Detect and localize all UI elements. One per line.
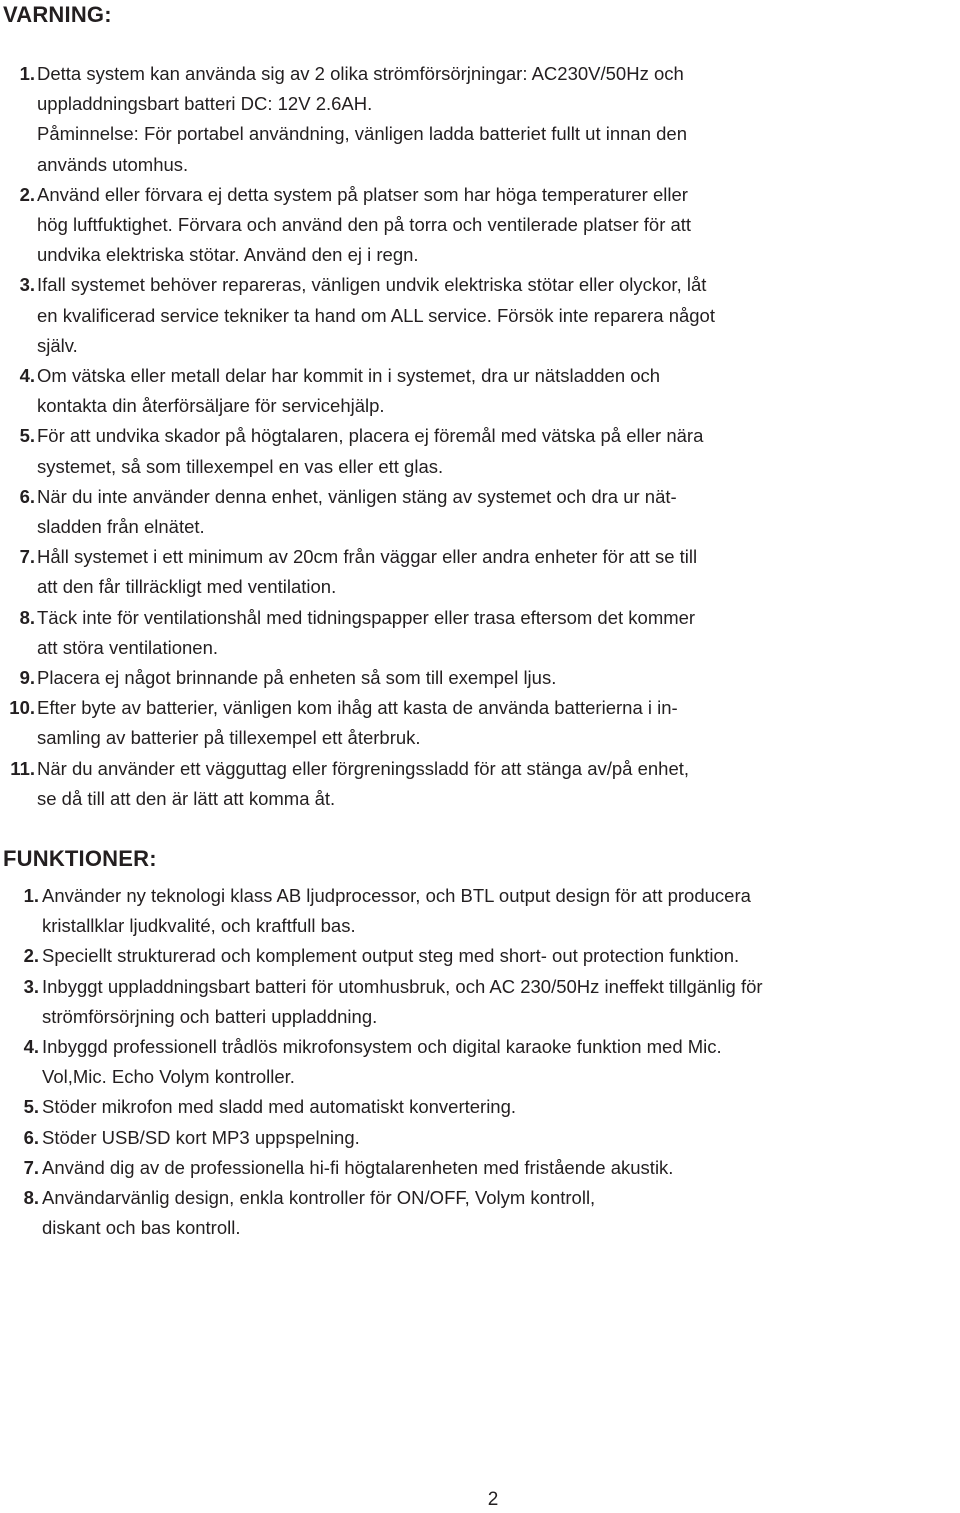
warning-item-line: Använd eller förvara ej detta system på platser som har höga temperaturer eller (37, 183, 688, 205)
function-item-line: Vol,Mic. Echo Volym kontroller. (42, 1066, 295, 1088)
function-item-4 (0, 1032, 960, 1092)
function-item-line: Inbyggt uppladdningsbart batteri för utomhusbruk, och AC 230/50Hz ineffekt tillgänlig för (42, 975, 763, 997)
warning-item-line: en kvalificerad service tekniker ta hand om ALL service. Försök inte reparera något (37, 304, 715, 326)
warning-item-line: När du inte använder denna enhet, vänligen stäng av systemet och dra ur nät- (37, 485, 677, 507)
warning-item-line: Ifall systemet behöver repareras, vänligen undvik elektriska stötar eller olyckor, låt (37, 274, 707, 296)
warning-item-number: 3. (19, 274, 35, 296)
function-item-line: diskant och bas kontroll. (42, 1217, 241, 1239)
warning-item-number: 9. (19, 667, 35, 689)
warning-item-text (37, 693, 880, 753)
function-item-1 (0, 881, 960, 941)
warning-item-text (37, 482, 880, 542)
function-item-text (42, 1183, 960, 1243)
function-item-3 (0, 972, 960, 1032)
warning-item-line: sladden från elnätet. (37, 516, 205, 538)
warning-item-line: Detta system kan använda sig av 2 olika strömförsörjningar: AC230V/50Hz och (37, 63, 684, 84)
function-item-line: Stöder mikrofon med sladd med automatiskt konvertering. (42, 1096, 517, 1118)
warning-item-4 (0, 361, 880, 421)
warning-item-5 (0, 421, 880, 481)
warning-item-text (37, 59, 880, 180)
warning-item-number: 4. (19, 365, 35, 387)
function-item-number: 1. (23, 885, 39, 906)
warning-item-number: 7. (19, 546, 35, 568)
function-item-line: Stöder USB/SD kort MP3 uppspelning. (42, 1126, 360, 1148)
page-number: 2 (487, 1489, 499, 1510)
warning-item-1 (0, 59, 880, 180)
warning-item-line: systemet, så som tillexempel en vas eller ett glas. (37, 455, 444, 477)
warning-item-text (37, 361, 880, 421)
warning-item-line: själv. (37, 334, 78, 356)
warning-item-11 (0, 754, 880, 814)
warning-item-line: hög luftfuktighet. Förvara och använd den på torra och ventilerade platser för att (37, 214, 692, 236)
warning-item-text (37, 270, 880, 361)
warning-item-line: att den får tillräckligt med ventilation. (37, 576, 337, 598)
function-item-text (42, 881, 960, 941)
warning-item-line: Påminnelse: För portabel användning, vänligen ladda batteriet fullt ut innan den (37, 123, 687, 145)
warning-item-line: Efter byte av batterier, vänligen kom ihåg att kasta de använda batterierna i in- (37, 697, 678, 719)
function-item-number: 8. (23, 1187, 39, 1209)
warning-item-line: samling av batterier på tillexempel ett återbruk. (37, 727, 421, 749)
warning-item-8 (0, 603, 880, 663)
functions-heading: FUNKTIONER: (3, 846, 157, 871)
function-item-7 (0, 1153, 960, 1183)
function-item-text (42, 1153, 960, 1183)
function-item-text (42, 1123, 960, 1153)
function-item-6 (0, 1123, 960, 1153)
function-item-2 (0, 941, 960, 971)
warning-item-line: att störa ventilationen. (37, 636, 218, 658)
warning-item-line: uppladdningsbart batteri DC: 12V 2.6AH. (37, 93, 373, 115)
warning-item-number: 6. (19, 485, 35, 507)
warning-item-line: När du använder ett vägguttag eller förgreningssladd för att stänga av/på enhet, (37, 757, 690, 779)
warning-item-number: 5. (19, 425, 35, 447)
warning-item-text (37, 180, 880, 271)
function-item-number: 4. (23, 1036, 39, 1058)
warning-item-number: 11. (10, 757, 35, 779)
warning-item-text (37, 421, 880, 481)
function-item-number: 2. (23, 945, 39, 967)
warning-item-2 (0, 180, 880, 271)
warning-item-line: se då till att den är lätt att komma åt. (37, 787, 336, 809)
warning-item-6 (0, 482, 880, 542)
warning-item-line: kontakta din återförsäljare för servicehjälp. (37, 395, 385, 417)
warning-item-10 (0, 693, 880, 753)
warning-item-text (37, 663, 880, 693)
warning-item-9 (0, 663, 880, 693)
function-item-text (42, 1032, 960, 1092)
warning-item-line: undvika elektriska stötar. Använd den ej i regn. (37, 244, 419, 266)
function-item-line: Använd dig av de professionella hi-fi högtalarenheten med fristående akustik. (42, 1156, 674, 1178)
function-item-line: Speciellt strukturerad och komplement output steg med short- out protection funktion. (42, 945, 740, 967)
warnings-list (0, 59, 880, 814)
warning-item-text (37, 542, 880, 602)
functions-list (0, 881, 960, 1243)
function-item-line: kristallklar ljudkvalité, och kraftfull bas. (42, 915, 356, 937)
warning-item-number: 2. (19, 183, 35, 205)
function-item-text (42, 972, 960, 1032)
warning-item-line: För att undvika skador på högtalaren, placera ej föremål med vätska på eller nära (37, 425, 704, 447)
warning-item-7 (0, 542, 880, 602)
function-item-line: Använder ny teknologi klass AB ljudprocessor, och BTL output design för att producera (42, 885, 751, 906)
warning-item-number: 1. (19, 63, 35, 84)
warning-item-text (37, 754, 880, 814)
function-item-line: Användarvänlig design, enkla kontroller för ON/OFF, Volym kontroll, (42, 1187, 596, 1209)
warning-item-line: Placera ej något brinnande på enheten så som till exempel ljus. (37, 667, 557, 689)
warning-item-line: används utomhus. (37, 153, 189, 175)
function-item-line: Inbyggd professionell trådlös mikrofonsystem och digital karaoke funktion med Mic. (42, 1036, 722, 1058)
warning-item-line: Täck inte för ventilationshål med tidningspapper eller trasa eftersom det kommer (37, 606, 696, 628)
warning-item-line: Håll systemet i ett minimum av 20cm från väggar eller andra enheter för att se till (37, 546, 698, 568)
function-item-line: strömförsörjning och batteri uppladdning. (42, 1005, 378, 1027)
function-item-text (42, 941, 960, 971)
function-item-number: 3. (23, 975, 39, 997)
function-item-text (42, 1092, 960, 1122)
warning-item-number: 10. (9, 697, 35, 719)
warning-item-number: 8. (19, 606, 35, 628)
warning-item-3 (0, 270, 880, 361)
function-item-5 (0, 1092, 960, 1122)
warning-item-text (37, 603, 880, 663)
warnings-heading: VARNING: (3, 2, 112, 27)
function-item-number: 5. (23, 1096, 39, 1118)
function-item-8 (0, 1183, 960, 1243)
function-item-number: 7. (23, 1156, 39, 1178)
function-item-number: 6. (23, 1126, 39, 1148)
warning-item-line: Om vätska eller metall delar har kommit in i systemet, dra ur nätsladden och (37, 365, 661, 387)
